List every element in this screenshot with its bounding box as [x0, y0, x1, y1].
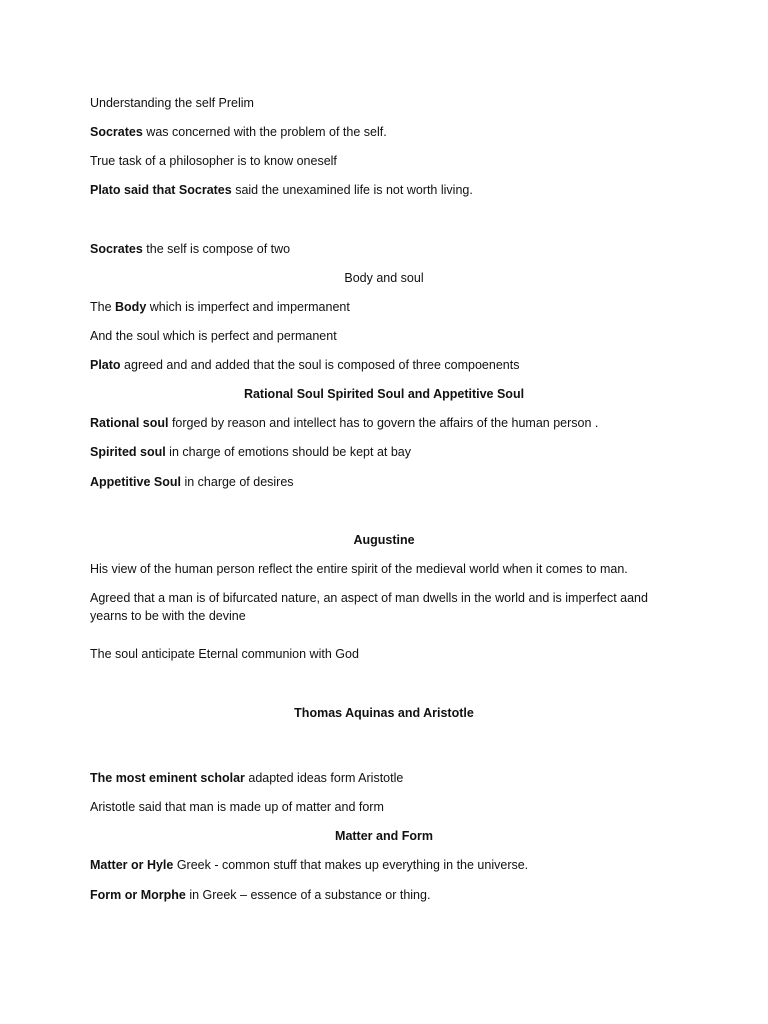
paragraph-matter-hyle [90, 857, 528, 873]
bold-term: Form or Morphe [90, 888, 186, 902]
document-title: Understanding the self Prelim [90, 96, 254, 110]
heading-matter-and-form: Matter and Form [335, 829, 433, 843]
bold-term: Plato said that Socrates [90, 183, 232, 197]
paragraph-true-task: True task of a philosopher is to know oneself [90, 154, 337, 168]
bold-term: Body [115, 300, 147, 314]
heading-aquinas-aristotle: Thomas Aquinas and Aristotle [294, 706, 474, 720]
paragraph-text: adapted ideas form Aristotle [244, 771, 404, 785]
paragraph-text: was concerned with the problem of the self. [142, 125, 387, 139]
bold-term: The most eminent scholar [90, 771, 245, 785]
paragraph-the-body [90, 299, 350, 315]
paragraph-rational-soul [90, 415, 598, 431]
heading-augustine: Augustine [353, 533, 415, 547]
paragraph-plato-said [90, 182, 473, 198]
paragraph-appetitive-soul [90, 474, 294, 490]
paragraph-socrates-intro [90, 124, 387, 140]
bold-term: Socrates [90, 242, 143, 256]
paragraph-form-morphe [90, 887, 430, 903]
paragraph-text: said the unexamined life is not worth living. [231, 183, 473, 197]
paragraph-augustine-agreed: Agreed that a man is of bifurcated nature, an aspect of man dwells in the world and is imperfect aand yearns to be with the devine [90, 591, 648, 623]
paragraph-augustine-view: His view of the human person reflect the entire spirit of the medieval world when it comes to man. [90, 562, 628, 576]
paragraph-text: forged by reason and intellect has to govern the affairs of the human person . [168, 416, 599, 430]
paragraph-plato-agreed [90, 357, 519, 373]
heading-three-souls: Rational Soul Spirited Soul and Appetitive Soul [243, 387, 525, 401]
paragraph-text: which is imperfect and impermanent [146, 300, 350, 314]
paragraph-text: agreed and and added that the soul is composed of three compoenents [120, 358, 520, 372]
paragraph-most-eminent [90, 770, 403, 786]
bold-term: Socrates [90, 125, 143, 139]
paragraph-text: The [90, 300, 116, 314]
paragraph-spirited-soul [90, 444, 411, 460]
paragraph-text: Greek - common stuff that makes up everything in the universe. [173, 858, 529, 872]
bold-term: Appetitive Soul [90, 475, 181, 489]
paragraph-soul-anticipate: The soul anticipate Eternal communion with God [90, 647, 359, 661]
paragraph-and-the-soul: And the soul which is perfect and permanent [90, 329, 337, 343]
paragraph-aristotle-said: Aristotle said that man is made up of matter and form [90, 800, 384, 814]
paragraph-text: the self is compose of two [142, 242, 291, 256]
bold-term: Spirited soul [90, 445, 166, 459]
bold-term: Matter or Hyle [90, 858, 174, 872]
bold-term: Plato [90, 358, 121, 372]
paragraph-socrates-compose [90, 241, 290, 257]
paragraph-text: in Greek – essence of a substance or thing. [185, 888, 431, 902]
heading-body-and-soul: Body and soul [344, 271, 424, 285]
paragraph-text: in charge of desires [180, 475, 294, 489]
paragraph-text: in charge of emotions should be kept at bay [165, 445, 411, 459]
bold-term: Rational soul [90, 416, 169, 430]
